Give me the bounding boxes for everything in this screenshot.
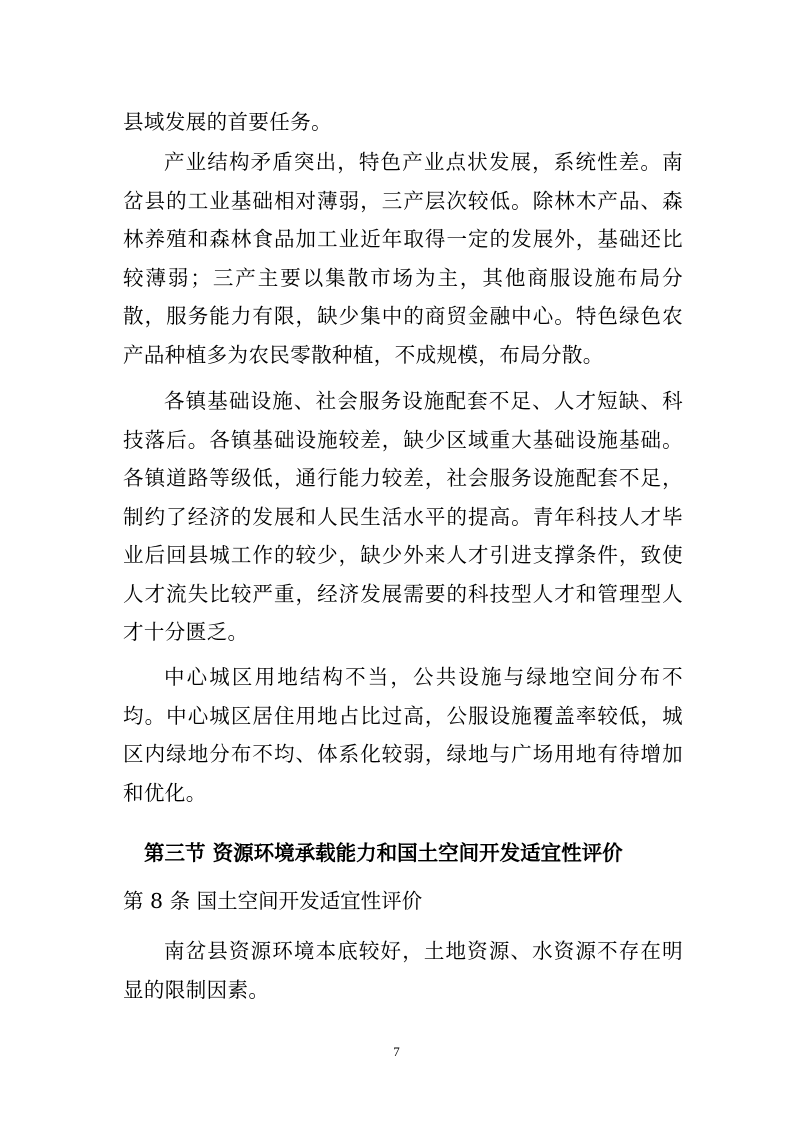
paragraph-town-infrastructure: 各镇基础设施、社会服务设施配套不足、人才短缺、科技落后。各镇基础设施较差，缺少区域重大基础设施基础。各镇道路等级低，通行能力较差，社会服务设施配套不足，制约了经济的发展和人民生活水平的提高。青年科技人才毕业后回县城工作的较少，缺少外来人才引进支撑条件，致使人才流失比较严重，经济发展需要的科技型人才和管理型人才十分匮乏。 <box>123 389 683 644</box>
paragraph-urban-land-use: 中心城区用地结构不当，公共设施与绿地空间分布不均。中心城区居住用地占比过高，公服设施覆盖率较低，城区内绿地分布不均、体系化较弱，绿地与广场用地有待增加和优化。 <box>123 665 683 805</box>
paragraph-industry-structure: 产业结构矛盾突出，特色产业点状发展，系统性差。南岔县的工业基础相对薄弱，三产层次较低。除林木产品、森林养殖和森林食品加工业近年取得一定的发展外，基础还比较薄弱；三产主要以集散市场为主，其他商服设施布局分散，服务能力有限，缺少集中的商贸金融中心。特色绿色农产品种植多为农民零散种植，不成规模，布局分散。 <box>123 150 683 367</box>
section-heading: 第三节 资源环境承载能力和国土空间开发适宜性评价 <box>144 841 623 865</box>
article-heading: 第 8 条 国土空间开发适宜性评价 <box>123 889 423 913</box>
paragraph-resource-environment: 南岔县资源环境本底较好，土地资源、水资源不存在明显的限制因素。 <box>123 939 683 1002</box>
page-number: 7 <box>393 1044 400 1059</box>
paragraph-continuation: 县域发展的首要任务。 <box>123 110 332 134</box>
